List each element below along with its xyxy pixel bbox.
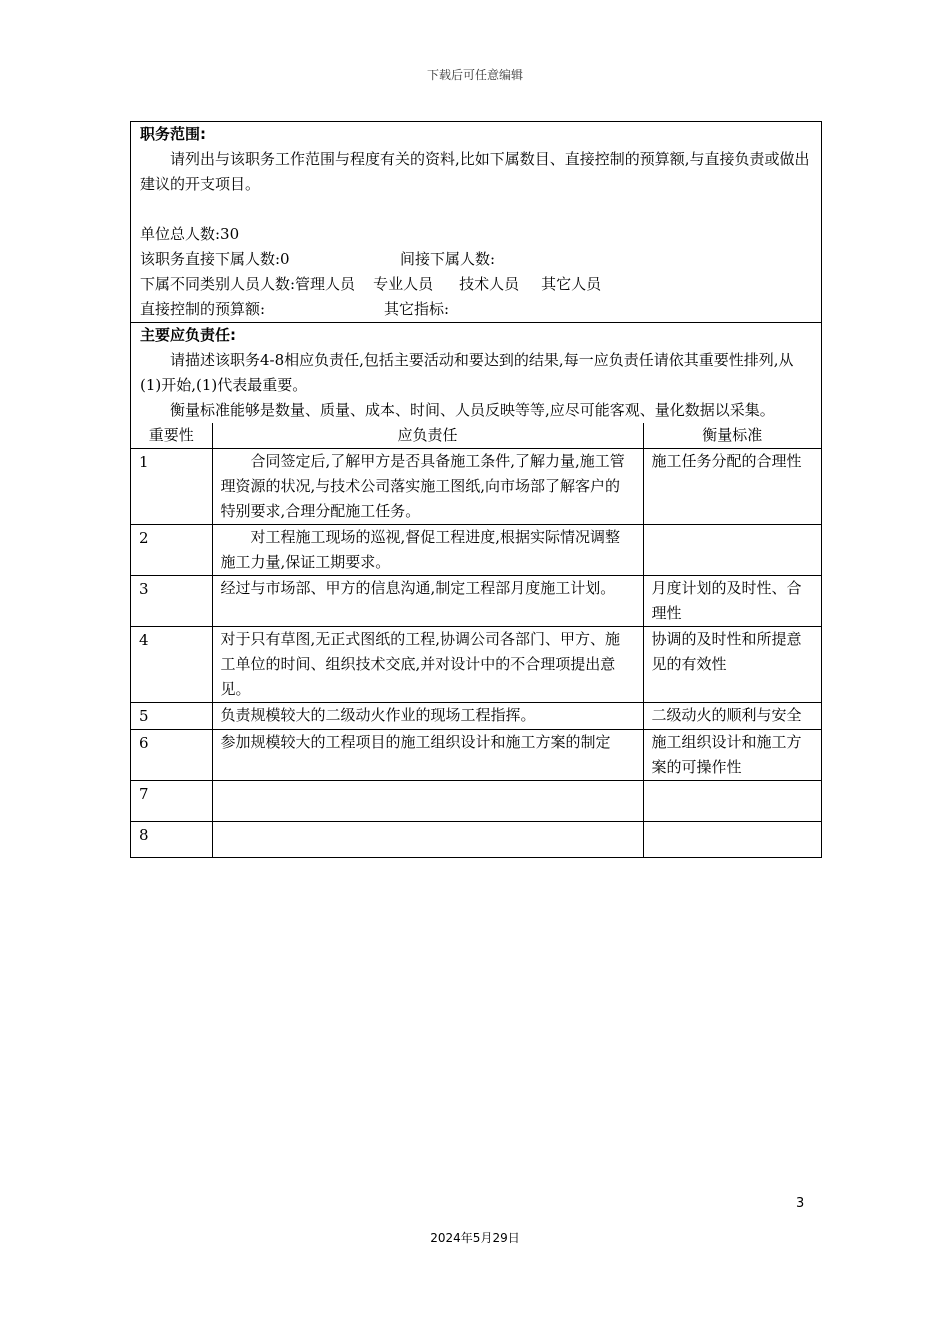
row-measure: 施工任务分配的合理性 bbox=[643, 449, 821, 525]
category-professional: 专业人员 bbox=[373, 275, 434, 293]
page-header: 下载后可任意编辑 bbox=[426, 68, 523, 82]
subordinates-line bbox=[140, 247, 812, 272]
row-duty: 参加规模较大的工程项目的施工组织设计和施工方案的制定 bbox=[212, 730, 643, 781]
row-duty bbox=[212, 822, 643, 857]
row-duty: 对工程施工现场的巡视,督促工程进度,根据实际情况调整施工力量,保证工期要求。 bbox=[212, 525, 643, 576]
row-duty bbox=[212, 781, 643, 822]
budget-label: 直接控制的预算额: bbox=[140, 300, 266, 318]
table-row bbox=[131, 703, 821, 730]
direct-subordinates: 该职务直接下属人数:0 bbox=[140, 250, 290, 268]
categories-line bbox=[140, 272, 812, 297]
table-row bbox=[131, 822, 821, 857]
indirect-subordinates: 间接下属人数: bbox=[400, 250, 496, 268]
row-duty: 负责规模较大的二级动火作业的现场工程指挥。 bbox=[212, 703, 643, 730]
row-rank: 3 bbox=[131, 576, 212, 627]
row-measure: 月度计划的及时性、合理性 bbox=[643, 576, 821, 627]
categories-label: 下属不同类别人员人数:管理人员 bbox=[140, 275, 356, 293]
header-measure: 衡量标准 bbox=[643, 423, 821, 449]
blank-line bbox=[140, 197, 812, 222]
responsibilities-table bbox=[131, 423, 821, 857]
row-measure: 施工组织设计和施工方案的可操作性 bbox=[643, 730, 821, 781]
measure-description: 衡量标准能够是数量、质量、成本、时间、人员反映等等,应尽可能客观、量化数据以采集。 bbox=[170, 401, 775, 419]
row-measure bbox=[643, 781, 821, 822]
table-header-row bbox=[131, 423, 821, 449]
scope-section bbox=[131, 122, 821, 323]
row-rank: 1 bbox=[131, 449, 212, 525]
row-measure: 协调的及时性和所提意见的有效性 bbox=[643, 627, 821, 703]
row-rank: 2 bbox=[131, 525, 212, 576]
scope-description: 请列出与该职务工作范围与程度有关的资料,比如下属数目、直接控制的预算额,与直接负责或做出建议的开支项目。 bbox=[140, 150, 810, 193]
row-rank: 8 bbox=[131, 822, 212, 857]
header-responsibility: 应负责任 bbox=[212, 423, 643, 449]
row-rank: 7 bbox=[131, 781, 212, 822]
row-duty: 合同签定后,了解甲方是否具备施工条件,了解力量,施工管理资源的状况,与技术公司落实施工图纸,向市场部了解客户的特别要求,合理分配施工任务。 bbox=[212, 449, 643, 525]
table-row bbox=[131, 627, 821, 703]
row-rank: 4 bbox=[131, 627, 212, 703]
job-description-form bbox=[130, 121, 822, 858]
table-row bbox=[131, 730, 821, 781]
table-row bbox=[131, 525, 821, 576]
table-row bbox=[131, 449, 821, 525]
other-indicators: 其它指标: bbox=[384, 300, 450, 318]
responsibilities-section bbox=[131, 323, 821, 423]
category-technical: 技术人员 bbox=[459, 275, 520, 293]
scope-title: 职务范围: bbox=[140, 125, 206, 143]
row-duty: 对于只有草图,无正式图纸的工程,协调公司各部门、甲方、施工单位的时间、组织技术交底,并对设计中的不合理项提出意见。 bbox=[212, 627, 643, 703]
total-staff: 单位总人数:30 bbox=[140, 225, 240, 243]
footer-date: 2024年5月29日 bbox=[430, 1231, 520, 1245]
row-measure bbox=[643, 525, 821, 576]
table-row bbox=[131, 576, 821, 627]
row-measure: 二级动火的顺利与安全 bbox=[643, 703, 821, 730]
row-duty: 经过与市场部、甲方的信息沟通,制定工程部月度施工计划。 bbox=[212, 576, 643, 627]
header-importance: 重要性 bbox=[131, 423, 212, 449]
row-measure bbox=[643, 822, 821, 857]
row-rank: 6 bbox=[131, 730, 212, 781]
page-number: 3 bbox=[796, 1196, 805, 1211]
category-other: 其它人员 bbox=[541, 275, 602, 293]
budget-line bbox=[140, 297, 812, 322]
responsibilities-title: 主要应负责任: bbox=[140, 326, 236, 344]
row-rank: 5 bbox=[131, 703, 212, 730]
table-row bbox=[131, 781, 821, 822]
responsibilities-description: 请描述该职务4-8相应负责任,包括主要活动和要达到的结果,每一应负责任请依其重要性排列,从(1)开始,(1)代表最重要。 bbox=[140, 351, 794, 394]
